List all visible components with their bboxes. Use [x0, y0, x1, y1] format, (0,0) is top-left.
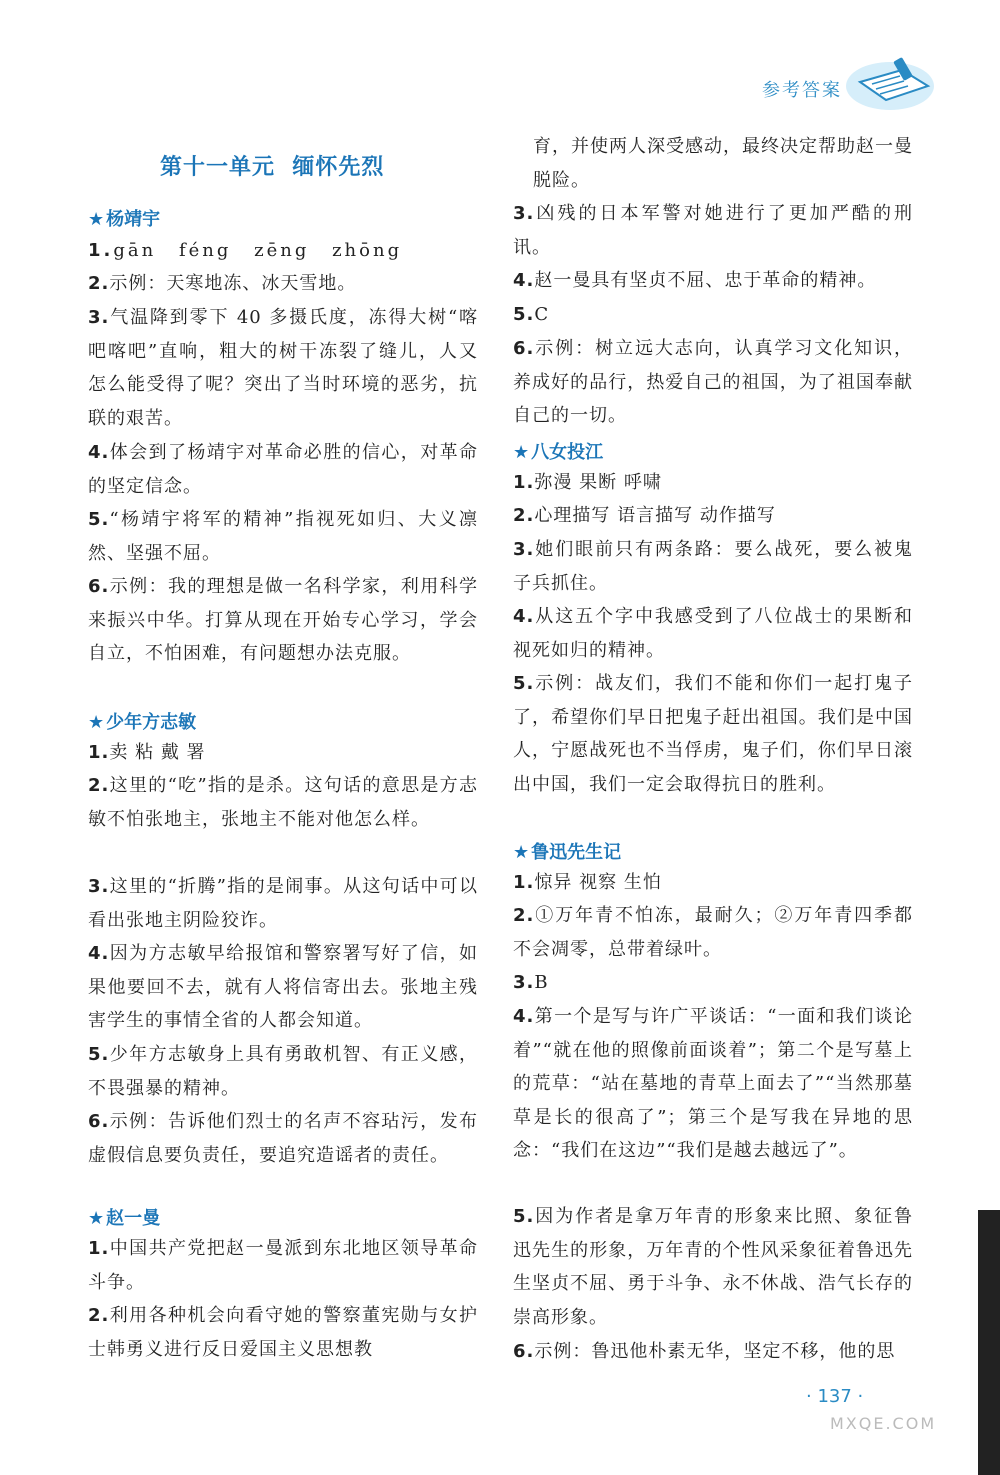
section-title-luxun: ★ 鲁迅先生记	[513, 842, 622, 863]
watermark: MXQE.COM	[830, 1414, 937, 1433]
section-title-fangzhimin: ★ 少年方志敏	[88, 712, 197, 733]
answer-item: 2.这里的“吃”指的是杀。这句话的意思是方志敏不怕张地主，张地主不能对他怎么样。	[88, 775, 478, 830]
answer-item: 5.“杨靖宇将军的精神”指视死如归、大义凛然、坚强不屈。	[88, 509, 478, 564]
answer-item: 3.她们眼前只有两条路：要么战死，要么被鬼子兵抓住。	[513, 539, 913, 594]
header-label: 参考答案	[762, 80, 842, 101]
unit-title: 第十一单元 缅怀先烈	[160, 155, 385, 180]
answer-item: 4.从这五个字中我感受到了八位战士的果断和视死如归的精神。	[513, 606, 913, 661]
answer-item: 1.弥漫 果断 呼啸	[513, 472, 662, 493]
answer-item: 2.心理描写 语言描写 动作描写	[513, 505, 776, 526]
section-title-zhaoyiman: ★ 赵一曼	[88, 1208, 161, 1229]
answer-item: 6.示例：我的理想是做一名科学家，利用科学来振兴中华。打算从现在开始专心学习，学会自立，不怕困难，有问题想办法克服。	[88, 576, 478, 664]
page-edge-tab	[978, 1210, 1000, 1475]
answer-item: 3.这里的“折腾”指的是闹事。从这句话中可以看出张地主阴险狡诈。	[88, 876, 478, 931]
answer-item: 4.赵一曼具有坚贞不屈、忠于革命的精神。	[513, 270, 877, 291]
answer-item: 1.惊异 视察 生怕	[513, 872, 662, 893]
answer-item: 1.gān féng zēng zhōng	[88, 240, 403, 261]
star-icon: ★	[513, 842, 530, 863]
answer-item: 5.因为作者是拿万年青的形象来比照、象征鲁迅先生的形象，万年青的个性风采象征着鲁迅先生坚贞不屈、勇于斗争、永不休战、浩气长存的崇高形象。	[513, 1206, 913, 1328]
answer-item: 6.示例：鲁迅他朴素无华，坚定不移，他的思	[513, 1341, 896, 1362]
section-title-banvtoujiang: ★ 八女投江	[513, 442, 604, 463]
answer-item: 2.利用各种机会向看守她的警察董宪勋与女护士韩勇义进行反日爱国主义思想教	[88, 1305, 478, 1360]
answer-item: 4.因为方志敏早给报馆和警察署写好了信，如果他要回不去，就有人将信寄出去。张地主残害学生的事情全省的人都会知道。	[88, 943, 478, 1031]
answer-item-continued: 育，并使两人深受感动，最终决定帮助赵一曼脱险。	[533, 136, 913, 191]
answer-item: 5.示例：战友们，我们不能和你们一起打鬼子了，希望你们早日把鬼子赶出祖国。我们是中国人，宁愿战死也不当俘虏，鬼子们，你们早日滚出中国，我们一定会取得抗日的胜利。	[513, 673, 913, 795]
answer-item: 1.卖 粘 戴 署	[88, 742, 206, 763]
star-icon: ★	[513, 442, 530, 463]
answer-item: 3.B	[513, 972, 549, 993]
answer-item: 4.体会到了杨靖宇对革命必胜的信心，对革命的坚定信念。	[88, 442, 478, 497]
answer-item: 5.C	[513, 304, 550, 325]
answer-item: 5.少年方志敏身上具有勇敢机智、有正义感，不畏强暴的精神。	[88, 1044, 478, 1099]
star-icon: ★	[88, 209, 105, 230]
answer-item: 4.第一个是写与许广平谈话：“一面和我们谈论着”“就在他的照像前面谈着”；第二个是写墓上的荒草：“站在墓地的青草上面去了”“当然那墓草是长的很高了”；第三个是写我在异地的思念：“我们在这边”“我们是越去越远了”。	[513, 1006, 913, 1161]
answer-item: 6.示例：树立远大志向，认真学习文化知识，养成好的品行，热爱自己的祖国，为了祖国奉献自己的一切。	[513, 338, 913, 426]
answer-item: 2.示例：天寒地冻、冰天雪地。	[88, 273, 357, 294]
section-title-yangjingyu: ★ 杨靖宇	[88, 209, 161, 230]
answer-item: 2.①万年青不怕冻，最耐久；②万年青四季都不会凋零，总带着绿叶。	[513, 905, 913, 960]
star-icon: ★	[88, 1208, 105, 1229]
star-icon: ★	[88, 712, 105, 733]
page-number: · 137 ·	[806, 1386, 864, 1407]
answer-item: 6.示例：告诉他们烈士的名声不容玷污，发布虚假信息要负责任，要追究造谣者的责任。	[88, 1111, 478, 1166]
answer-item: 3.凶残的日本军警对她进行了更加严酷的刑讯。	[513, 203, 913, 258]
answer-item: 1.中国共产党把赵一曼派到东北地区领导革命斗争。	[88, 1238, 478, 1293]
answer-item: 3.气温降到零下 40 多摄氏度，冻得大树“喀吧喀吧”直响，粗大的树干冻裂了缝儿，人又怎么能受得了呢？突出了当时环境的恶劣，抗联的艰苦。	[88, 307, 478, 429]
header-book-icon	[842, 52, 938, 114]
